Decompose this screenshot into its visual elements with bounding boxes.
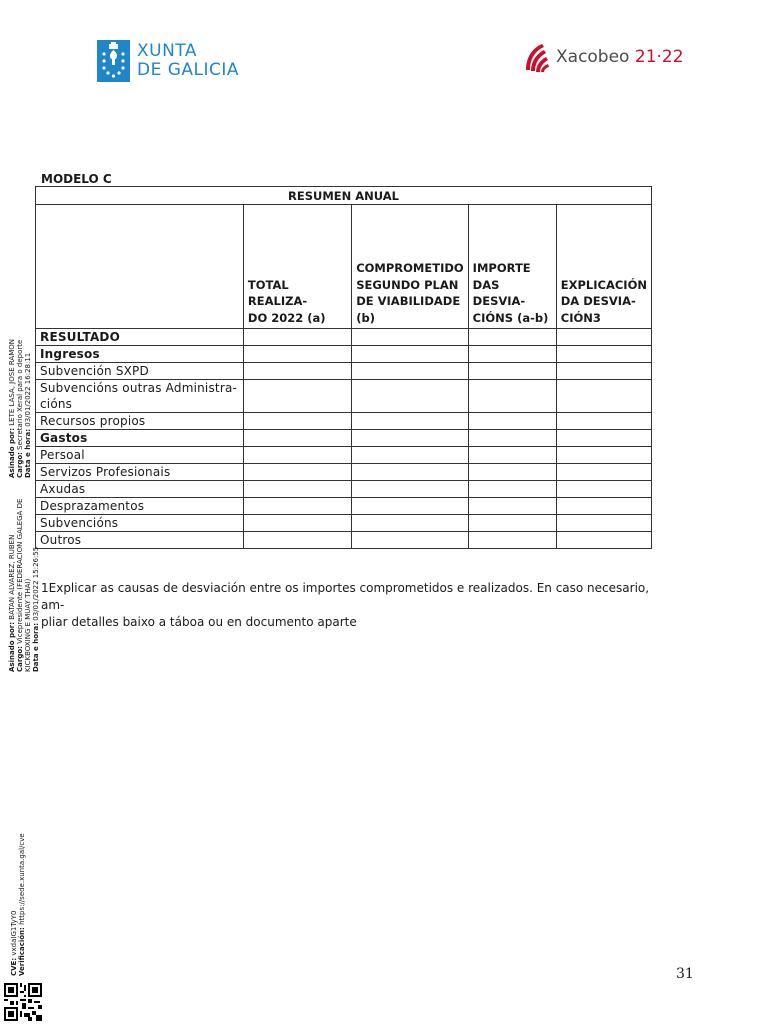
row-label-recursos-propios: Recursos propios <box>36 413 244 430</box>
xacobeo-year: 21·22 <box>634 47 684 67</box>
row-label-resultado: RESULTADO <box>36 329 244 346</box>
header-blank-cell <box>36 205 244 329</box>
annual-summary-table <box>35 186 652 549</box>
col-header-deviation-explanation: EXPLICACIÓN DA DESVIA- CIÓN3 <box>556 205 651 329</box>
row-label-ingresos: Ingresos <box>36 346 244 363</box>
model-label: MODELO C <box>41 172 112 186</box>
row-label-outros: Outros <box>36 532 244 549</box>
row-label-axudas: Axudas <box>36 481 244 498</box>
page-number: 31 <box>676 966 694 982</box>
xunta-line2: DE GALICIA <box>137 60 240 80</box>
row-label-desprazamentos: Desprazamentos <box>36 498 244 515</box>
galicia-shield-icon <box>97 40 130 82</box>
row-label-subvencion-sxpd: Subvención SXPD <box>36 363 244 380</box>
col-header-deviation-amount: IMPORTE DAS DESVIA- CIÓNS (a-b) <box>468 205 556 329</box>
cve-verification: CVE: vxdaIG1TyY0 Verificación: https://sede.xunta.gal/cve <box>10 833 26 976</box>
row-label-gastos: Gastos <box>36 430 244 447</box>
table-title: RESUMEN ANUAL <box>36 187 652 205</box>
signature-stamp-2: Asinado por: BATAN ALVAREZ, RUBEN Cargo: Vicepresidente (FEDERACION GALEGA DE KICKBOXING E MUAY THAI) Data e hora: 03/01/2022 15:26:55 <box>8 498 40 672</box>
qr-code <box>4 983 42 1021</box>
xacobeo-logo <box>522 40 684 76</box>
xunta-logo <box>97 40 257 84</box>
row-label-servizos: Servizos Profesionais <box>36 464 244 481</box>
xunta-line1: XUNTA <box>137 41 197 61</box>
xacobeo-word: Xacobeo <box>556 47 630 67</box>
row-label-persoal: Persoal <box>36 447 244 464</box>
footnote: 1Explicar as causas de desviación entre os importes comprometidos e realizados. En caso necesario, am- pliar detalles baixo a táboa ou en documento aparte <box>41 581 650 629</box>
row-label-subvencions-outras: Subvencións outras Administra- cións <box>36 380 244 413</box>
col-header-committed: COMPROMETIDO SEGUNDO PLAN DE VIABILIDADE (b) <box>352 205 468 329</box>
row-label-subvencions: Subvencións <box>36 515 244 532</box>
scallop-shell-icon <box>522 40 552 74</box>
signature-stamp-1: Asinado por: LETE LASA, JOSE RAMON Cargo: Secretario Xeral para o deporte Data e hora: 03/01/2022 16:28:11 <box>8 339 32 478</box>
col-header-total: TOTAL REALIZA- DO 2022 (a) <box>243 205 351 329</box>
